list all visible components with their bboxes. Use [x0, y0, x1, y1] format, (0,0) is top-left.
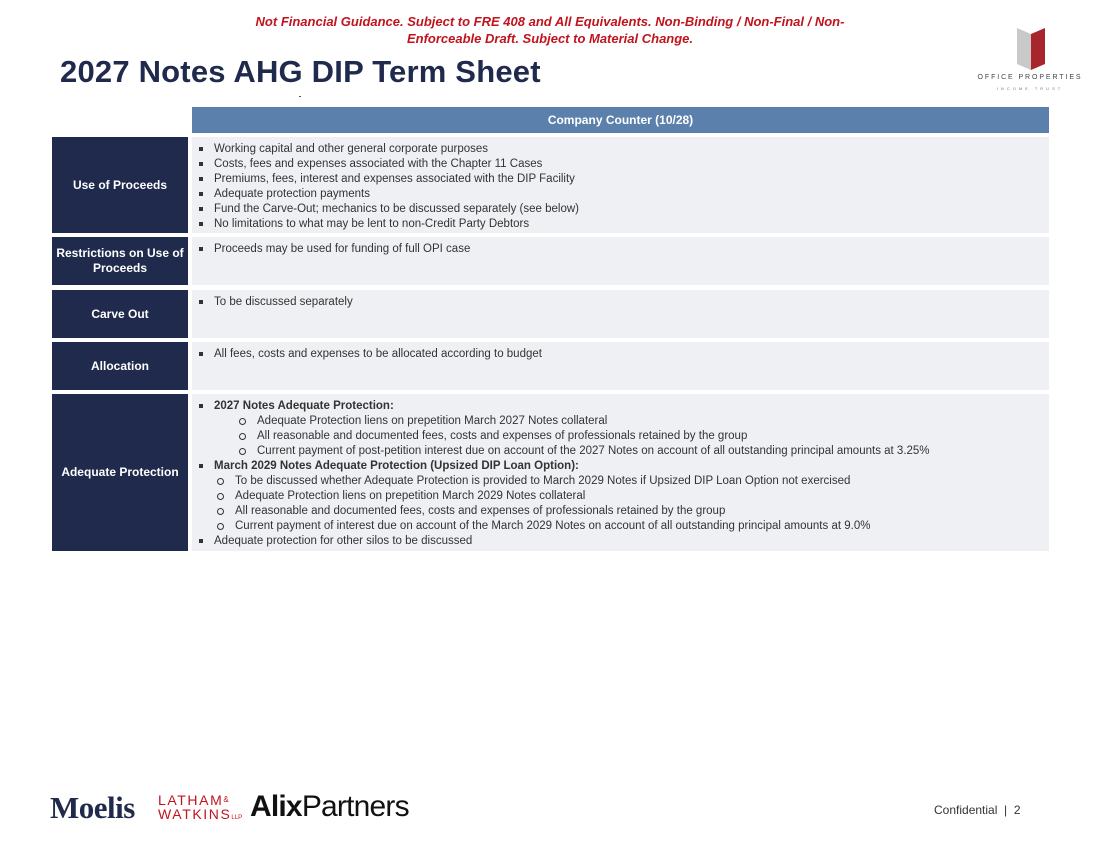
list-item: Adequate protection for other silos to be discussed	[192, 534, 1049, 549]
sub-list-item: Current payment of post-petition interest due on account of the 2027 Notes on account of all outstanding principal amounts at 3.25%	[214, 444, 1049, 459]
confidential-page-number: Confidential | 2	[934, 803, 1021, 817]
sub-bullet-list	[192, 474, 1049, 534]
row-cell-restrictions	[192, 237, 1049, 285]
row-label-carve-out: Carve Out	[52, 290, 188, 338]
row-label-adequate-protection: Adequate Protection	[52, 394, 188, 551]
bullet-list	[192, 347, 1049, 362]
alixpartners-logo	[250, 790, 409, 824]
sub-list-item: Adequate Protection liens on prepetition March 2027 Notes collateral	[214, 414, 1049, 429]
bullet-list	[192, 459, 1049, 474]
footer-logos	[50, 790, 430, 826]
list-item: Fund the Carve-Out; mechanics to be discussed separately (see below)	[192, 202, 1049, 217]
logo-subtitle: INCOME TRUST	[996, 86, 1064, 91]
building-logo-icon	[1017, 28, 1045, 70]
sub-list-item: All reasonable and documented fees, costs and expenses of professionals retained by the group	[192, 504, 1049, 519]
row-cell-carve-out	[192, 290, 1049, 338]
group-heading: 2027 Notes Adequate Protection:	[214, 400, 394, 412]
latham-watkins-logo	[158, 793, 242, 825]
list-item: No limitations to what may be lent to non-Credit Party Debtors	[192, 217, 1049, 232]
latham-amp: &	[223, 795, 229, 804]
column-header: Company Counter (10/28)	[192, 107, 1049, 133]
list-item	[192, 459, 1049, 474]
bullet-list	[192, 142, 1049, 232]
group-heading: March 2029 Notes Adequate Protection (Upsized DIP Loan Option):	[214, 460, 579, 472]
row-label-use-of-proceeds: Use of Proceeds	[52, 137, 188, 233]
sub-list-item: All reasonable and documented fees, costs and expenses of professionals retained by the group	[214, 429, 1049, 444]
llp-text: LLP	[231, 815, 243, 821]
row-label-allocation: Allocation	[52, 342, 188, 390]
moelis-logo: Moelis	[50, 790, 135, 825]
row-label-restrictions: Restrictions on Use of Proceeds	[52, 237, 188, 285]
sub-list-item: To be discussed whether Adequate Protection is provided to March 2029 Notes if Upsized DIP Loan Option not exercised	[192, 474, 1049, 489]
bullet-list	[192, 242, 1049, 257]
logo-name: OFFICE PROPERTIES	[977, 74, 1083, 81]
row-cell-allocation	[192, 342, 1049, 390]
list-item: To be discussed separately	[192, 295, 1049, 310]
sub-list-item: Current payment of interest due on account of the March 2029 Notes on account of all outstanding principal amounts at 9.0%	[192, 519, 1049, 534]
latham-text: LATHAM	[158, 792, 224, 808]
bullet-list	[192, 399, 1049, 459]
list-item: All fees, costs and expenses to be allocated according to budget	[192, 347, 1049, 362]
stray-dot	[299, 96, 301, 97]
list-item: Costs, fees and expenses associated with the Chapter 11 Cases	[192, 157, 1049, 172]
sub-bullet-list	[214, 414, 1049, 459]
disclaimer	[200, 13, 900, 47]
bullet-list	[192, 295, 1049, 310]
sub-list-item: Adequate Protection liens on prepetition March 2029 Notes collateral	[192, 489, 1049, 504]
partners-text: Partners	[301, 790, 409, 823]
disclaimer-line-2: Enforceable Draft. Subject to Material Change.	[406, 31, 694, 46]
list-item: Working capital and other general corporate purposes	[192, 142, 1049, 157]
list-item: Premiums, fees, interest and expenses associated with the DIP Facility	[192, 172, 1049, 187]
list-item	[192, 399, 1049, 459]
disclaimer-line-1: Not Financial Guidance. Subject to FRE 408 and All Equivalents. Non-Binding / Non-Final / Non-	[255, 14, 845, 29]
page-title: 2027 Notes AHG DIP Term Sheet	[60, 54, 541, 89]
list-item: Adequate protection payments	[192, 187, 1049, 202]
alix-text: Alix	[250, 790, 302, 823]
row-cell-use-of-proceeds	[192, 137, 1049, 233]
bullet-list	[192, 534, 1049, 549]
watkins-text: WATKINS	[158, 806, 232, 822]
list-item: Proceeds may be used for funding of full OPI case	[192, 242, 1049, 257]
office-properties-logo	[975, 28, 1085, 98]
row-cell-adequate-protection	[192, 394, 1049, 551]
